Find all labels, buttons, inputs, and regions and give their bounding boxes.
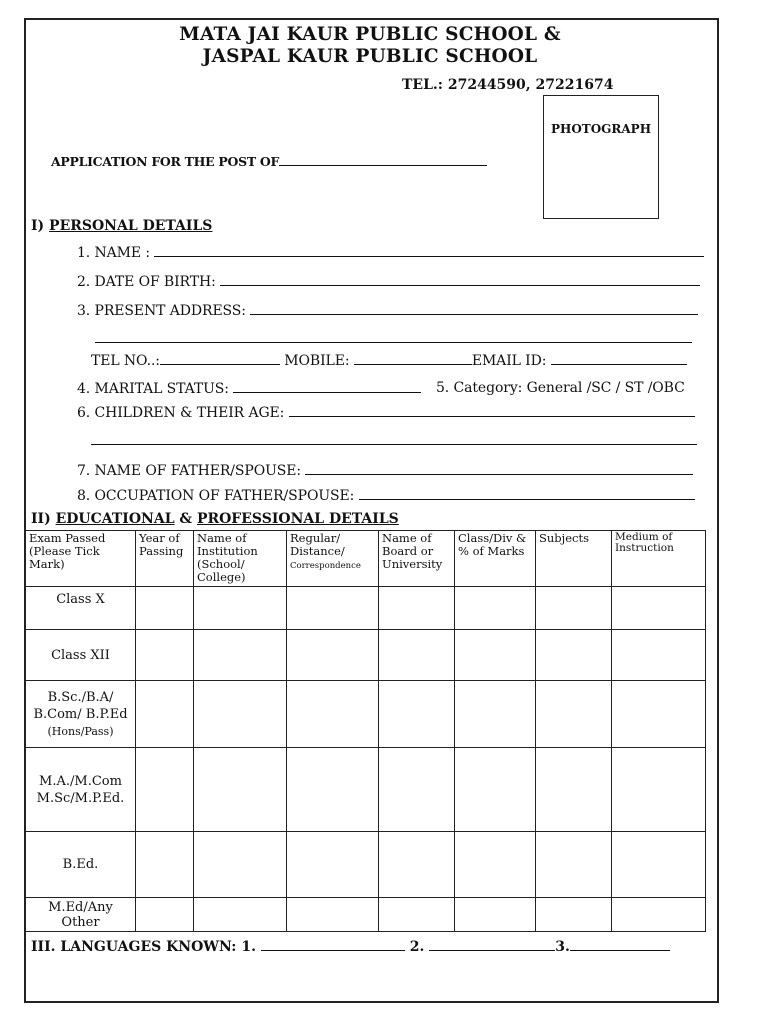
table-cell[interactable] [612, 832, 706, 898]
marital-status-input-line[interactable] [233, 380, 421, 393]
post-label: APPLICATION FOR THE POST OF [51, 154, 280, 169]
table-header-row [26, 531, 706, 587]
table-row [26, 681, 706, 748]
table-cell[interactable] [136, 630, 194, 681]
father-occupation-input-line[interactable] [359, 487, 695, 500]
col-year-of-passing: Year of Passing [136, 531, 194, 587]
col-institution: Name of Institution (School/ College) [194, 531, 287, 587]
section-ampersand: & [174, 511, 197, 527]
table-cell[interactable] [287, 587, 379, 630]
marital-status-field [77, 380, 421, 397]
father-name-input-line[interactable] [305, 462, 693, 475]
row-graduation [26, 681, 136, 748]
table-cell[interactable] [136, 681, 194, 748]
table-cell[interactable] [612, 681, 706, 748]
school-name-line-2: JASPAL KAUR PUBLIC SCHOOL [202, 46, 538, 67]
photograph-box[interactable] [543, 95, 659, 219]
table-row [26, 898, 706, 932]
education-table [25, 530, 706, 932]
row-graduation-hons: (Hons/Pass) [47, 724, 114, 738]
name-label: 1. NAME : [77, 245, 150, 261]
mobile-input-line[interactable] [354, 352, 472, 365]
table-cell[interactable] [536, 630, 612, 681]
address-line-2[interactable] [95, 342, 692, 343]
table-cell[interactable] [536, 832, 612, 898]
photograph-label: PHOTOGRAPH [550, 122, 652, 136]
row-med: M.Ed/Any Other [26, 898, 136, 932]
row-bed: B.Ed. [26, 832, 136, 898]
name-input-line[interactable] [154, 244, 704, 257]
email-label: EMAIL ID: [471, 353, 547, 369]
table-cell[interactable] [136, 832, 194, 898]
dob-field [77, 273, 700, 290]
table-cell[interactable] [379, 898, 455, 932]
table-cell[interactable] [455, 832, 536, 898]
section-title-professional: PROFESSIONAL DETAILS [196, 511, 399, 527]
table-cell[interactable] [136, 748, 194, 832]
languages-label: III. LANGUAGES KNOWN: 1. [31, 939, 256, 955]
row-post-graduation: M.A./M.Com M.Sc/M.P.Ed. [26, 748, 136, 832]
col-medium: Medium of Instruction [612, 531, 706, 587]
post-applied-field [51, 153, 487, 169]
children-input-line[interactable] [289, 404, 695, 417]
table-cell[interactable] [287, 681, 379, 748]
table-cell[interactable] [612, 630, 706, 681]
table-row [26, 832, 706, 898]
father-name-label: 7. NAME OF FATHER/SPOUSE: [77, 463, 301, 479]
table-cell[interactable] [287, 748, 379, 832]
mobile-label: MOBILE: [284, 353, 350, 369]
children-field [77, 404, 695, 421]
language-3-label: 3. [555, 939, 570, 955]
telephone-text: TEL.: 27244590, 27221674 [402, 77, 614, 93]
table-cell[interactable] [455, 898, 536, 932]
table-cell[interactable] [379, 681, 455, 748]
col-exam-passed: Exam Passed (Please Tick Mark) [26, 531, 136, 587]
language-1-input-line[interactable] [261, 938, 405, 951]
education-heading [31, 511, 399, 527]
languages-known-row [31, 938, 670, 955]
children-label: 6. CHILDREN & THEIR AGE: [77, 405, 285, 421]
personal-details-heading [31, 218, 212, 234]
col-mode [287, 531, 379, 587]
table-cell[interactable] [455, 748, 536, 832]
row-class-x: Class X [26, 587, 136, 630]
telephone-numbers [402, 77, 615, 93]
tel-no-input-line[interactable] [160, 352, 280, 365]
address-label: 3. PRESENT ADDRESS: [77, 303, 246, 319]
language-2-label: 2. [409, 939, 425, 955]
language-2-input-line[interactable] [429, 938, 555, 951]
table-cell[interactable] [612, 898, 706, 932]
table-cell[interactable] [379, 587, 455, 630]
address-field [77, 302, 698, 319]
table-cell[interactable] [287, 832, 379, 898]
table-cell[interactable] [536, 748, 612, 832]
section-number: II) [31, 511, 56, 527]
section-number: I) [31, 218, 50, 234]
table-cell[interactable] [194, 681, 287, 748]
dob-input-line[interactable] [220, 273, 700, 286]
table-cell[interactable] [536, 587, 612, 630]
address-input-line[interactable] [250, 302, 698, 315]
table-cell[interactable] [455, 587, 536, 630]
col-board: Name of Board or University [379, 531, 455, 587]
table-cell[interactable] [612, 748, 706, 832]
table-cell[interactable] [194, 587, 287, 630]
dob-label: 2. DATE OF BIRTH: [77, 274, 216, 290]
row-graduation-label: B.Sc./B.A/ B.Com/ B.P.Ed [33, 689, 128, 722]
table-cell[interactable] [379, 832, 455, 898]
table-row [26, 748, 706, 832]
father-occupation-label: 8. OCCUPATION OF FATHER/SPOUSE: [77, 488, 355, 504]
section-title-educational: EDUCATIONAL [55, 511, 175, 527]
email-input-line[interactable] [551, 352, 687, 365]
table-cell[interactable] [136, 898, 194, 932]
col-subjects: Subjects [536, 531, 612, 587]
col-class-div: Class/Div & % of Marks [455, 531, 536, 587]
table-cell[interactable] [455, 681, 536, 748]
table-cell[interactable] [612, 587, 706, 630]
father-occupation-field [77, 487, 695, 504]
row-class-xii: Class XII [26, 630, 136, 681]
school-name-line-1: MATA JAI KAUR PUBLIC SCHOOL & [179, 24, 561, 45]
table-cell[interactable] [136, 587, 194, 630]
table-cell[interactable] [379, 748, 455, 832]
table-cell[interactable] [194, 748, 287, 832]
table-cell[interactable] [287, 630, 379, 681]
table-cell[interactable] [455, 630, 536, 681]
table-cell[interactable] [536, 898, 612, 932]
contact-field-row [91, 352, 687, 369]
marital-status-label: 4. MARITAL STATUS: [77, 381, 229, 397]
col-mode-label: Regular/ Distance/ [290, 531, 345, 558]
name-field [77, 244, 704, 261]
table-row [26, 630, 706, 681]
table-cell[interactable] [379, 630, 455, 681]
section-title: PERSONAL DETAILS [49, 218, 213, 234]
children-line-2[interactable] [91, 444, 697, 445]
table-row [26, 587, 706, 630]
tel-no-label: TEL NO..: [91, 353, 160, 369]
table-cell[interactable] [287, 898, 379, 932]
table-cell[interactable] [194, 898, 287, 932]
post-input-line[interactable] [279, 153, 487, 166]
table-cell[interactable] [536, 681, 612, 748]
category-field[interactable]: 5. Category: General /SC / ST /OBC [436, 380, 685, 396]
col-mode-correspondence: Correspondence [290, 561, 361, 571]
language-3-input-line[interactable] [570, 938, 670, 951]
father-name-field [77, 462, 693, 479]
table-cell[interactable] [194, 832, 287, 898]
table-cell[interactable] [194, 630, 287, 681]
